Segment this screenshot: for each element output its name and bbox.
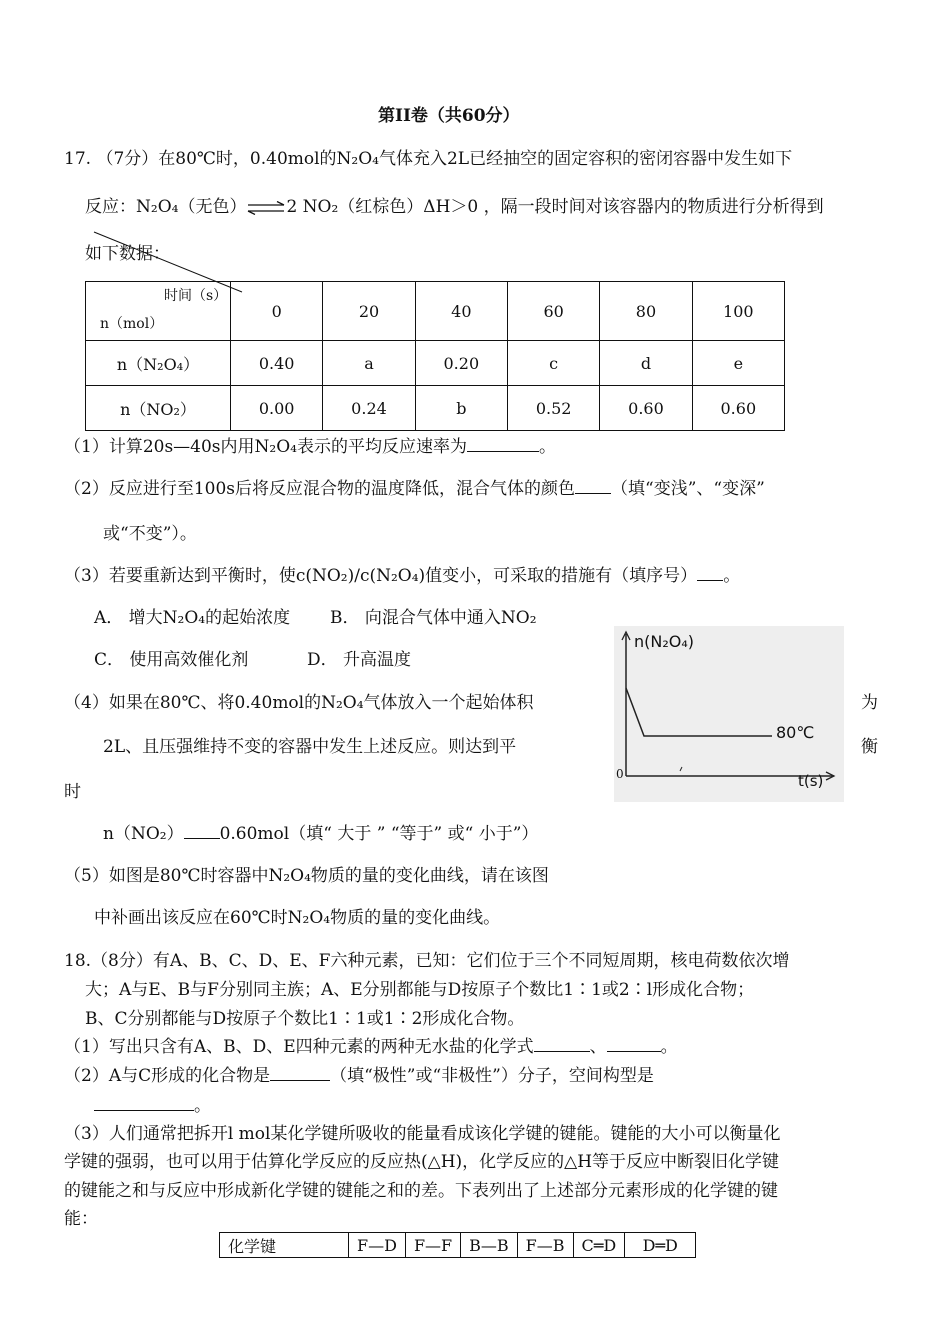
table-cell: a <box>323 341 415 386</box>
q17-part4-line1-end: 为 <box>861 693 878 713</box>
time-cell: 0 <box>231 282 323 341</box>
q17-part1 <box>64 437 556 457</box>
time-cell: 100 <box>692 282 784 341</box>
answer-blank[interactable] <box>534 1051 590 1052</box>
table-cell: 0.40 <box>231 341 323 386</box>
table-cell: 0.24 <box>323 386 415 431</box>
table-cell: c <box>507 341 599 386</box>
q17-part2-end: （填“变浅”、“变深” <box>611 479 765 499</box>
table-cell: 0.52 <box>507 386 599 431</box>
time-cell: 60 <box>507 282 599 341</box>
option-b: B． 向混合气体中通入NO₂ <box>330 608 537 628</box>
bond-cell: F—F <box>405 1233 460 1258</box>
answer-blank[interactable] <box>607 1051 661 1052</box>
answer-blank[interactable] <box>94 1110 194 1111</box>
table-cell: e <box>692 341 784 386</box>
time-cell: 20 <box>323 282 415 341</box>
option-a: A． 增大N₂O₄的起始浓度 <box>94 608 291 628</box>
q18-part1-end: 。 <box>660 1037 678 1057</box>
q17-part3 <box>64 566 740 586</box>
corner-mol-label: n（mol） <box>100 316 164 332</box>
bond-cell: C═D <box>573 1233 625 1258</box>
bond-cell: F—B <box>517 1233 573 1258</box>
bond-header: 化学键 <box>220 1233 349 1258</box>
q17-part4-line2-end: 衡 <box>861 737 878 757</box>
answer-blank[interactable] <box>467 451 539 452</box>
q18-intro-line3: B、C分别都能与D按原子个数比1∶1或1∶2形成化合物。 <box>85 1009 525 1029</box>
answer-blank[interactable] <box>575 493 611 494</box>
curve-80c <box>626 688 764 736</box>
table-cell: 0.00 <box>231 386 323 431</box>
bond-cell: B—B <box>461 1233 518 1258</box>
bond-cell: F—D <box>349 1233 406 1258</box>
q18-part2-cont-end: 。 <box>194 1096 211 1116</box>
reaction-prefix: 反应：N₂O₄（无色） <box>85 197 247 217</box>
q18-part3-line3: 的键能之和与反应中形成新化学键的键能之和的差。下表列出了上述部分元素形成的化学键的键 <box>64 1181 778 1201</box>
q17-part2-cont: 或“不变”）。 <box>103 524 197 544</box>
row-label: n（N₂O₄） <box>86 341 231 386</box>
q17-part5-line1: （5）如图是80℃时容器中N₂O₄物质的量的变化曲线，请在该图 <box>64 866 549 886</box>
q17-part1-end: 。 <box>538 437 556 457</box>
q18-part1 <box>64 1037 678 1057</box>
bond-energy-table <box>219 1232 696 1258</box>
section-title: 第II卷（共60分） <box>378 106 520 126</box>
q18-part3-line1: （3）人们通常把拆开l mol某化学键所吸收的能量看成该化学键的键能。键能的大小可以衡量化 <box>64 1124 781 1144</box>
n2o4-graph <box>614 626 844 802</box>
q18-part2-cont <box>94 1096 211 1116</box>
q17-part4-line1: （4）如果在80℃、将0.40mol的N₂O₄气体放入一个起始体积 <box>64 693 534 713</box>
table-row <box>86 341 785 386</box>
table-row <box>220 1233 696 1258</box>
table-cell: 0.20 <box>415 341 507 386</box>
q18-part1-text: （1）写出只含有A、B、D、E四种元素的两种无水盐的化学式 <box>64 1037 534 1057</box>
answer-blank[interactable] <box>270 1080 330 1081</box>
q17-part2 <box>64 479 765 499</box>
table-cell: d <box>600 341 692 386</box>
q17-data-table <box>85 281 785 431</box>
reaction-suffix: 2 NO₂（红棕色）ΔH＞0 ，隔一段时间对该容器内的物质进行分析得到 <box>286 197 824 217</box>
q17-intro-line3: 如下数据： <box>85 244 170 264</box>
q17-part4-pre: n（NO₂） <box>103 824 184 844</box>
q17-intro-line1: 17. （7分）在80℃时，0.40mol的N₂O₄气体充入2L已经抽空的固定容积的密闭容器中发生如下 <box>64 149 793 169</box>
table-cell: 0.60 <box>600 386 692 431</box>
table-cell: b <box>415 386 507 431</box>
corner-time-label: 时间（s） <box>164 288 228 304</box>
table-header-row <box>86 282 785 341</box>
q17-part4-line3: 时 <box>64 782 81 802</box>
answer-blank[interactable] <box>697 580 723 581</box>
q18-part2 <box>64 1066 654 1086</box>
bond-cell: D═D <box>625 1233 696 1258</box>
q17-part4-line2: 2L、且压强维持不变的容器中发生上述反应。则达到平 <box>103 737 517 757</box>
table-corner-cell <box>86 282 231 341</box>
q18-part2-text: （2）A与C形成的化合物是 <box>64 1066 271 1086</box>
q17-part1-text: （1）计算20s—40s内用N₂O₄表示的平均反应速率为 <box>64 437 467 457</box>
answer-blank[interactable] <box>184 838 220 839</box>
q17-part5-line2: 中补画出该反应在60℃时N₂O₄物质的量的变化曲线。 <box>94 908 501 928</box>
row-label: n（NO₂） <box>86 386 231 431</box>
q17-part3-end: 。 <box>723 566 741 586</box>
graph-ylabel: n(N₂O₄) <box>634 632 695 651</box>
table-row <box>86 386 785 431</box>
table-cell: 0.60 <box>692 386 784 431</box>
q17-part3-text: （3）若要重新达到平衡时，使c(NO₂)/c(N₂O₄)值变小，可采取的措施有（填序号） <box>64 566 698 586</box>
time-cell: 40 <box>415 282 507 341</box>
q18-intro-line2: 大；A与E、B与F分别同主族；A、E分别都能与D按原子个数比1∶1或2∶l形成化合物； <box>85 980 755 1000</box>
q18-part3-line4: 能： <box>64 1209 98 1229</box>
q18-part2-end: （填“极性”或“非极性”）分子，空间构型是 <box>330 1066 654 1086</box>
q17-part4-post: 0.60mol（填“ 大于 ” “等于” 或“ 小于”） <box>219 824 539 844</box>
graph-xlabel: t(s) <box>798 772 824 790</box>
time-cell: 80 <box>600 282 692 341</box>
option-d: D． 升高温度 <box>307 650 412 670</box>
q17-part4-line4 <box>103 824 538 844</box>
q17-part2-text: （2）反应进行至100s后将反应混合物的温度降低，混合气体的颜色 <box>64 479 575 499</box>
q18-part3-line2: 学键的强弱，也可以用于估算化学反应的反应热(△H)，化学反应的△H等于反应中断裂旧化学键 <box>64 1152 780 1172</box>
graph-curve-label: 80℃ <box>776 723 815 742</box>
q18-intro-line1: 18.（8分）有A、B、C、D、E、F六种元素，已知：它们位于三个不同短周期，核电荷数依次增 <box>64 951 790 971</box>
option-c: C． 使用高效催化剂 <box>94 650 249 670</box>
graph-origin: 0 <box>616 767 624 781</box>
q18-part1-sep: 、 <box>589 1037 607 1057</box>
